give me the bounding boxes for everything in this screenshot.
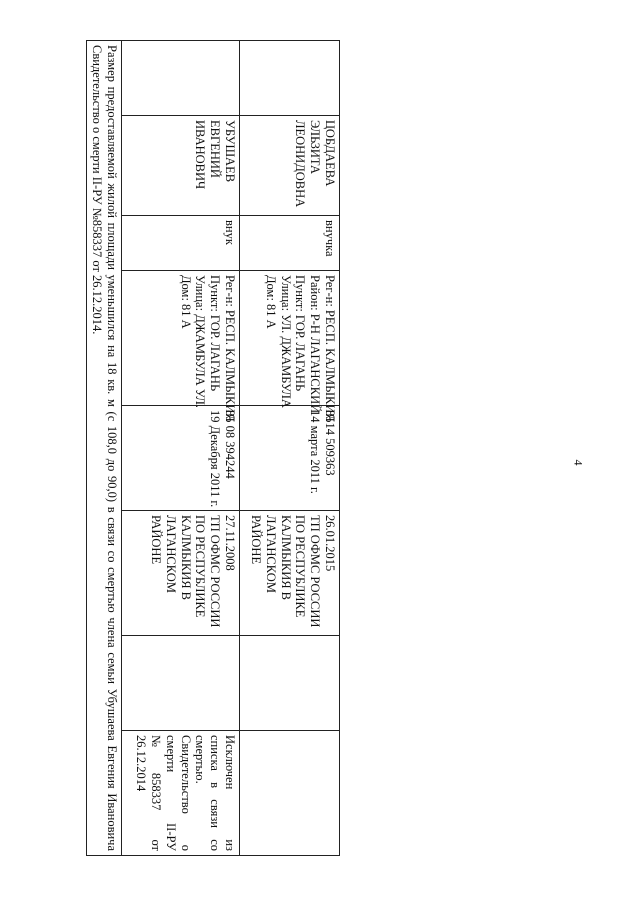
empty-cell	[240, 636, 340, 731]
address-line: Дом: 81 А	[178, 275, 193, 329]
name-line: ЦОБДАЕВА	[323, 120, 337, 187]
remark-line: списка в связи со	[208, 735, 223, 851]
registration-cell	[122, 511, 240, 636]
registration-line: ПО РЕСПУБЛИКЕ	[293, 515, 308, 618]
relation-text: внучка	[323, 220, 337, 257]
address-line: Рег-н: РЕСП. КАЛМЫКИЯ	[223, 275, 237, 422]
address-cell	[240, 271, 340, 422]
registration-line: ТП ОФМС РОССИИ	[208, 515, 223, 628]
name-cell	[240, 116, 340, 216]
remark-line: Свидетельство о	[178, 735, 193, 851]
remark-line: 26.12.2014	[134, 735, 149, 792]
passport-line: 85 08 394244	[223, 410, 237, 479]
number-cell	[122, 41, 240, 116]
address-line: Улица: УЛ. ДЖАМБУЛА	[278, 275, 293, 408]
relation-text: внук	[223, 220, 237, 245]
remark-line: №858337 от	[149, 735, 164, 851]
address-line: Пункт: ГОР. ЛАГАНЬ	[293, 275, 308, 392]
table-row	[87, 41, 122, 856]
name-line: ИВАНОВИЧ	[193, 120, 208, 190]
registration-line: РАЙОНЕ	[249, 515, 264, 565]
registration-line: ПО РЕСПУБЛИКЕ	[193, 515, 208, 618]
remark-cell	[240, 731, 340, 856]
address-line: Пункт: ГОР. ЛАГАНЬ	[208, 275, 223, 392]
registration-line: 27.11.2008	[223, 515, 237, 571]
address-line: Улица: ДЖАМБУЛА УЛ.	[193, 275, 208, 408]
remark-line: смертью.	[193, 735, 208, 784]
footer-note: Размер предоставляемой жилой площади уменьшился на 18 кв. м (с 108,0 до 90,0) в связи со смертью члена семьи Убушаева Евгения Ивановича Свидетельство о смерти II-РУ №858337 от 26.12.2014.	[87, 41, 122, 856]
number-cell	[240, 41, 340, 116]
name-line: ЕВГЕНИЙ	[208, 120, 223, 178]
relation-cell	[240, 216, 340, 271]
relation-cell	[122, 216, 240, 271]
remark-line: Исключен из	[223, 735, 237, 851]
passport-line: 14 марта 2011 г.	[308, 410, 323, 494]
table-row	[122, 41, 240, 856]
address-line: Дом: 81 А	[264, 275, 278, 329]
remark-line: смерти II-РУ	[164, 735, 178, 851]
registration-cell	[240, 511, 340, 636]
registration-line: КАЛМЫКИЯ В	[278, 515, 293, 601]
name-line: УБУШАЕВ	[223, 120, 237, 183]
registration-line: РАЙОНЕ	[149, 515, 164, 565]
registration-line: КАЛМЫКИЯ В	[178, 515, 193, 601]
passport-line: 19 Декабря 2011 г.	[208, 410, 223, 508]
table-row	[240, 41, 340, 856]
registration-line: 26.01.2015	[323, 515, 337, 572]
rotated-document	[80, 40, 340, 855]
registration-line: ЛАГАНСКОМ	[164, 515, 178, 593]
passport-line: 8514 509363	[323, 410, 337, 476]
page-number: 4	[571, 459, 586, 466]
name-line: ЛЕОНИДОВНА	[293, 120, 308, 208]
passport-cell	[240, 406, 340, 511]
remark-cell	[122, 731, 240, 856]
family-members-table	[87, 40, 341, 856]
name-cell	[122, 116, 240, 216]
empty-cell	[122, 636, 240, 731]
name-line: ЭЛЬЗИТА	[308, 120, 323, 174]
address-line: Рег-н: РЕСП. КАЛМЫКИЯ	[323, 275, 337, 422]
address-cell	[122, 271, 240, 422]
registration-line: ТП ОФМС РОССИИ	[308, 515, 323, 628]
registration-line: ЛАГАНСКОМ	[264, 515, 278, 593]
passport-cell	[122, 406, 240, 511]
address-line: Район: Р-Н ЛАГАНСКИЙ	[308, 275, 323, 414]
